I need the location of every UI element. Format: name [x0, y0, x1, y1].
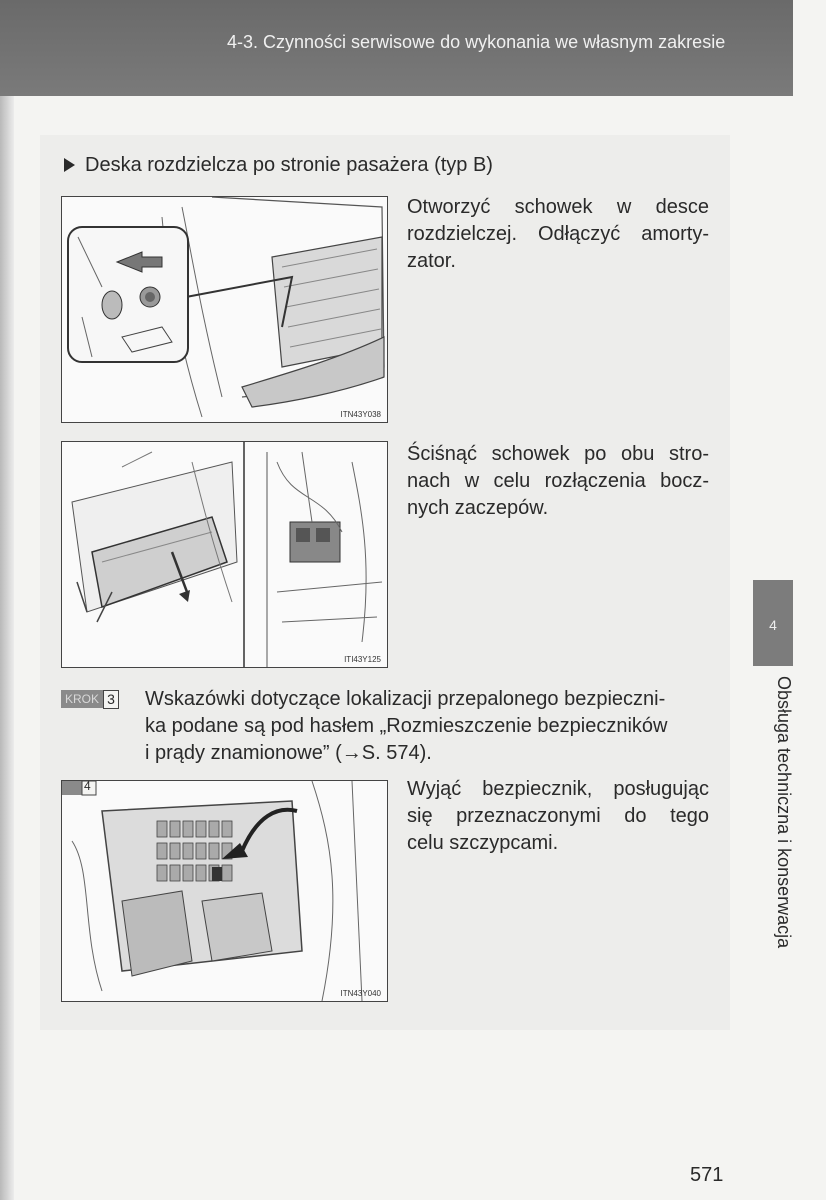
instruction-line: celu szczypcami. — [407, 832, 559, 854]
instruction-line: nach w celu rozłączenia bocz- — [407, 470, 709, 492]
step-number: 3 — [103, 690, 119, 709]
glovebox-squeeze-illustration — [62, 442, 387, 667]
page-binding-shadow — [0, 0, 14, 1200]
figure-fuse-removal — [61, 780, 388, 1002]
instruction-line: nych zaczepów. — [407, 497, 549, 519]
figure-code: ITN43Y038 — [340, 410, 381, 419]
step-3-text — [145, 686, 710, 767]
instruction-line: rozdzielczej. Odłączyć amorty- — [407, 223, 709, 245]
figure-code: ITN43Y040 — [340, 989, 381, 998]
section-heading-text: Deska rozdzielcza po stronie pasażera (typ B) — [85, 154, 493, 176]
figure-step-number: 4 — [84, 780, 91, 793]
glovebox-damper-illustration — [62, 197, 387, 422]
page-number: 571 — [690, 1164, 724, 1186]
figure-glovebox-damper — [61, 196, 388, 423]
step-label: KROK — [61, 690, 103, 708]
step-3-line: Wskazówki dotyczące lokalizacji przepalonego bezpieczni- — [145, 688, 666, 710]
instruction-squeeze-glovebox — [407, 441, 709, 522]
figure-glovebox-squeeze — [61, 441, 388, 668]
chapter-tab — [753, 580, 793, 666]
step-3-line: i prądy znamionowe” (→S. 574). — [145, 742, 432, 764]
step-3-badge — [61, 689, 119, 709]
instruction-open-glovebox — [407, 194, 709, 275]
fuse-box-illustration — [62, 781, 387, 1001]
figure-code: ITI43Y125 — [344, 655, 381, 664]
chapter-side-title: Obsługa techniczna i konserwacja — [774, 676, 794, 949]
instruction-line: Wyjąć bezpiecznik, posługując — [407, 778, 709, 800]
instruction-line: Ściśnąć schowek po obu stro- — [407, 443, 709, 465]
instruction-line: Otworzyć schowek w desce — [407, 196, 709, 218]
instruction-remove-fuse — [407, 776, 709, 857]
instruction-line: się przeznaczonymi do tego — [407, 805, 709, 827]
chapter-title: 4-3. Czynności serwisowe do wykonania we własnym zakresie — [227, 32, 726, 52]
chapter-tab-number: 4 — [769, 617, 777, 633]
header-bar — [0, 0, 793, 96]
instruction-line: zator. — [407, 250, 456, 272]
bullet-triangle-icon — [64, 158, 75, 172]
section-heading — [64, 154, 493, 177]
step-3-line: ka podane są pod hasłem „Rozmieszczenie bezpieczników — [145, 715, 668, 737]
